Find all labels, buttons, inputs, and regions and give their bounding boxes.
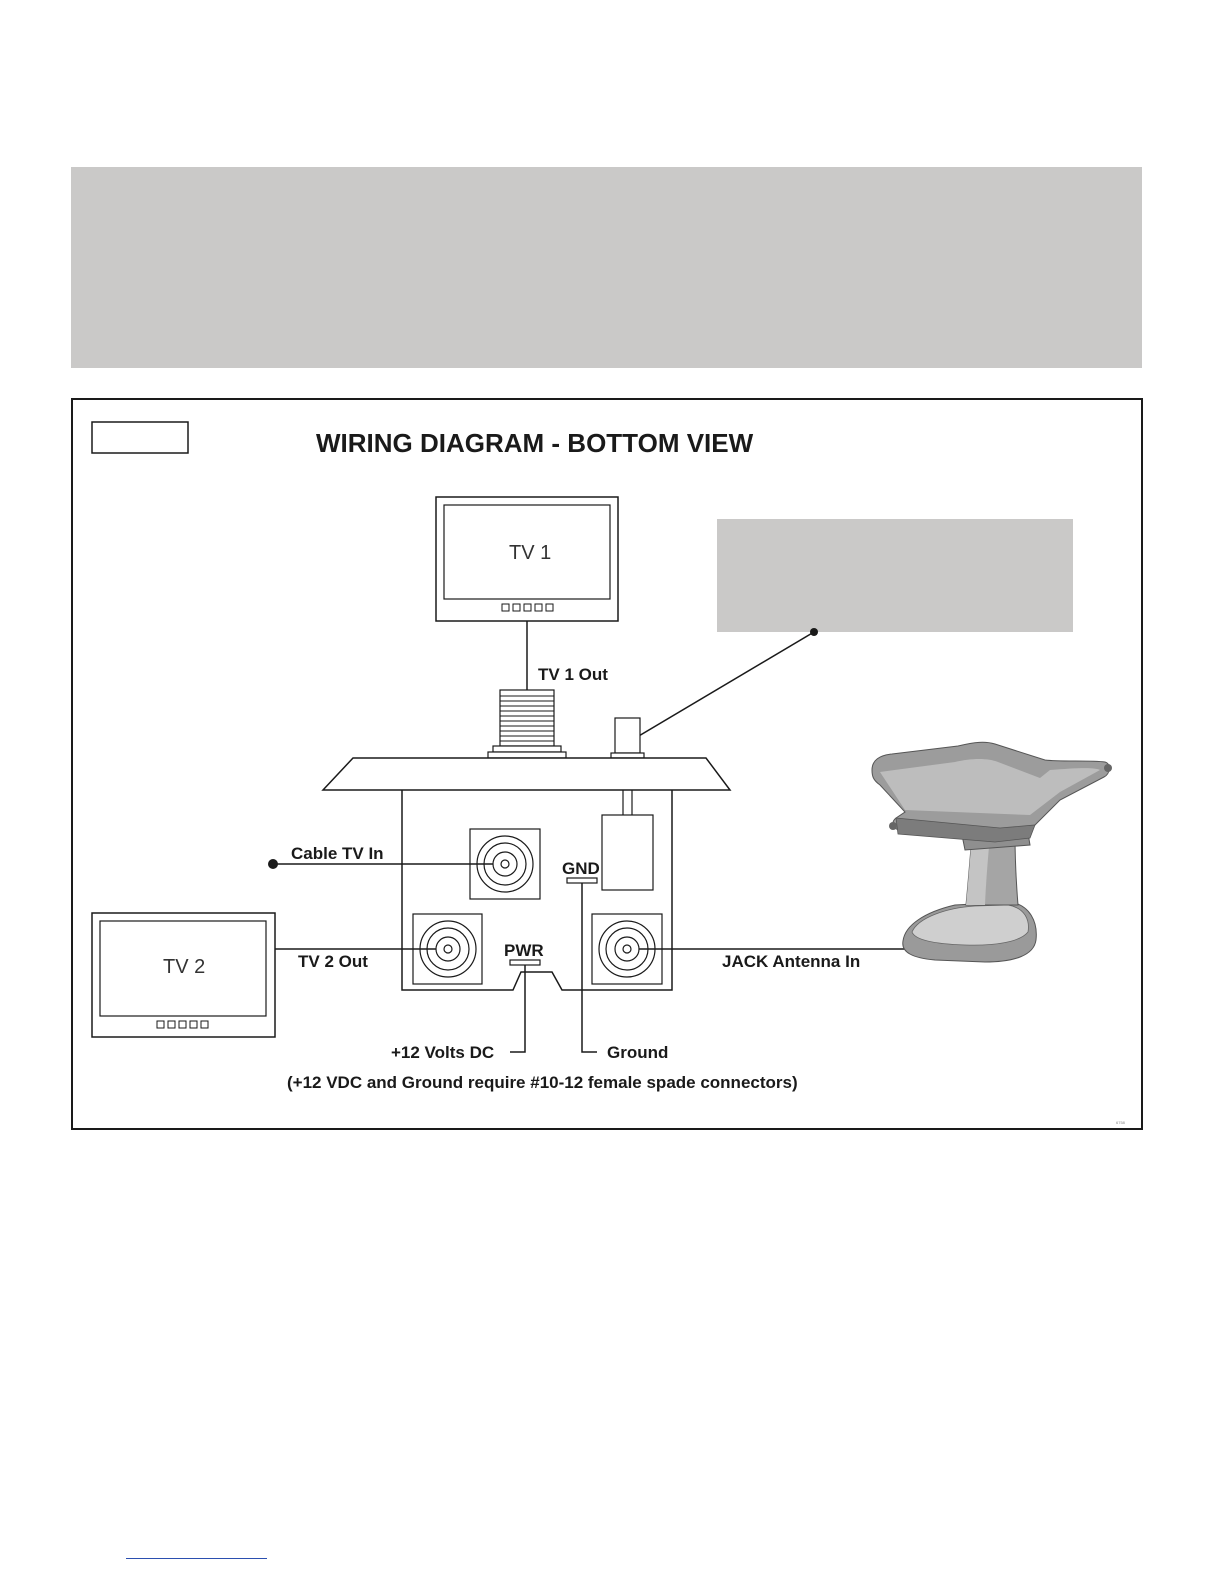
tv2-out-label: TV 2 Out	[298, 952, 368, 971]
gnd-label: GND	[562, 859, 600, 878]
base-plate	[323, 758, 730, 790]
spade-connector-note: (+12 VDC and Ground require #10-12 female spade connectors)	[287, 1073, 798, 1092]
callout-dot	[810, 628, 818, 636]
ground-label: Ground	[607, 1043, 669, 1062]
gnd-terminal	[567, 878, 597, 883]
diagram-title: WIRING DIAGRAM - BOTTOM VIEW	[316, 428, 754, 458]
small-connector	[611, 718, 644, 758]
tv1-out-label: TV 1 Out	[538, 665, 608, 684]
cable-tv-in-label: Cable TV In	[291, 844, 384, 863]
power-module	[602, 790, 653, 890]
figure-label-box	[92, 422, 188, 453]
jack-antenna-illustration	[872, 742, 1112, 962]
callout-leader	[632, 632, 814, 740]
pwr-terminal	[510, 960, 540, 965]
jack-antenna-in-label: JACK Antenna In	[722, 952, 861, 971]
tv1-label: TV 1	[509, 542, 552, 564]
tv2-label: TV 2	[163, 956, 206, 978]
figure-code: 6758	[1116, 1120, 1125, 1125]
footer-link-underline	[126, 1558, 267, 1559]
callout-box	[717, 519, 1073, 632]
pwr-label: PWR	[504, 941, 544, 960]
cable-tv-in-dot	[268, 859, 278, 869]
plus12-volts-label: +12 Volts DC	[391, 1043, 495, 1062]
threaded-connector	[488, 690, 566, 758]
